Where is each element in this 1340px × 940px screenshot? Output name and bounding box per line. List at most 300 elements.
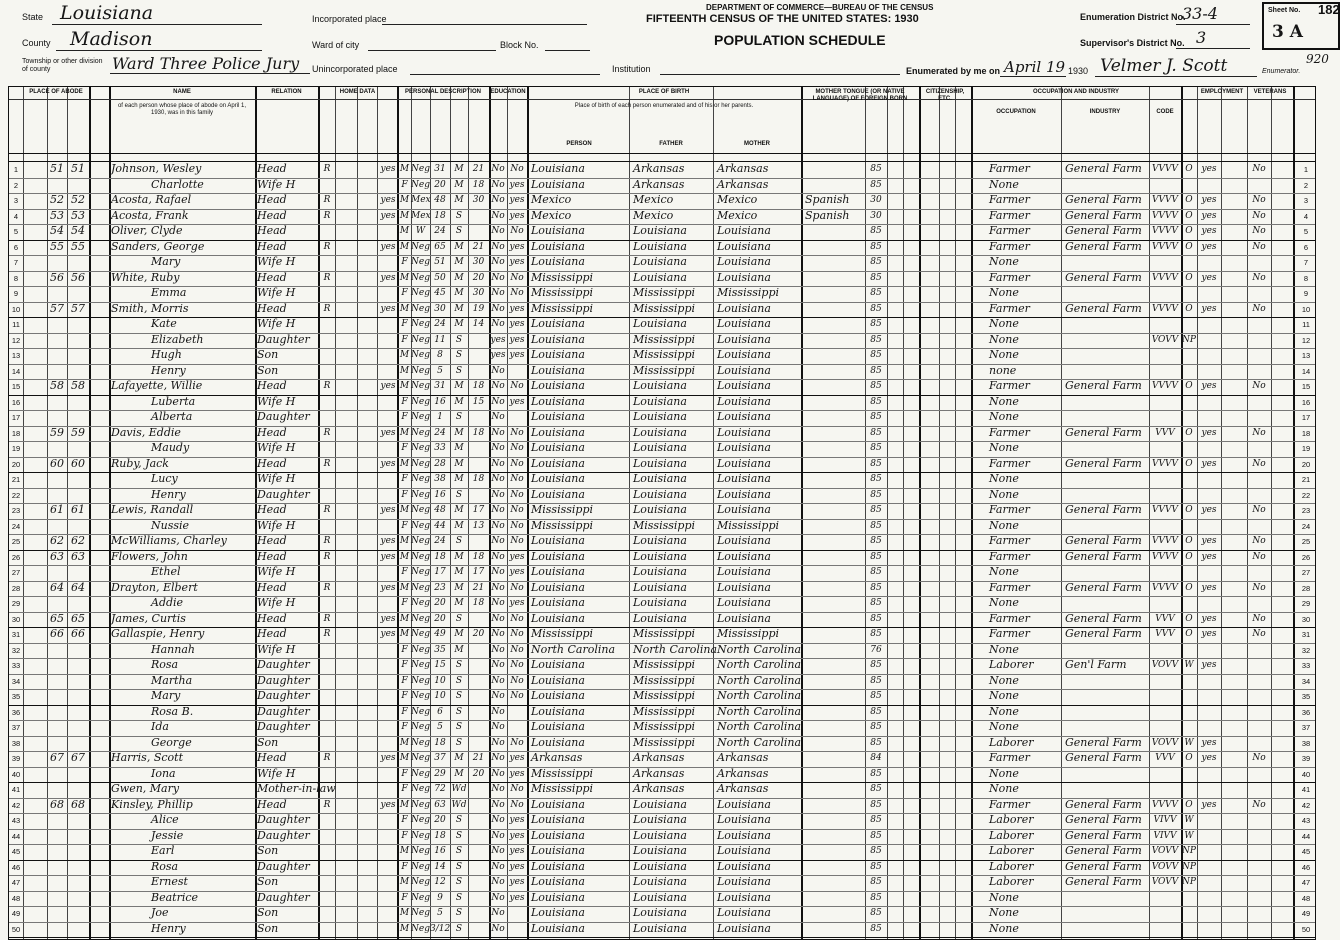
cell-occ: Farmer [989,224,1030,237]
cell-rel: Son [257,906,279,919]
cell-sex: M [399,551,410,562]
cell-code: 85 [870,319,882,329]
cell-mar: M [454,381,464,391]
cell-mar: S [455,877,463,887]
cell-fam: 61 [71,503,85,516]
cell-fbp: Arkansas [633,177,685,191]
cell-race: Neg [411,861,430,872]
cell-occ: None [989,472,1019,485]
cell-mbp: Arkansas [717,751,769,764]
cell-read: yes [509,846,525,856]
cell-ind: General Farm [1065,162,1142,175]
cell-name: Addie [151,596,184,609]
cell-race: Neg [411,846,430,856]
cell-tenure: R [323,582,331,593]
row-number-right: 21 [1301,475,1311,484]
enumerator-label: Enumerator. [1262,68,1301,75]
cell-vet: No [1252,536,1266,546]
cell-read: yes [509,210,525,221]
cell-bp: Louisiana [531,689,585,702]
row-number-right: 35 [1301,692,1311,701]
cell-cw: O [1185,241,1193,252]
hdr-ind-sub: INDUSTRY [1089,109,1121,115]
cell-code: 85 [870,737,882,748]
cell-am: 18 [472,551,485,562]
enum-district-value: 33-4 [1182,4,1218,23]
year: 1930 [1068,66,1089,76]
cell-age: 10 [434,691,446,701]
row-number-right: 29 [1301,599,1311,608]
cell-rel: Head [257,611,287,625]
cell-sch: No [491,567,505,577]
cell-mar: M [454,257,464,267]
cell-mar: M [454,474,464,484]
cell-code: 84 [870,753,882,763]
cell-code: 85 [870,179,882,190]
cell-occ: Farmer [989,503,1030,516]
cell-race: Neg [411,567,430,577]
row-number-right: 45 [1301,847,1311,856]
cell-mbp: Louisiana [717,301,771,315]
cell-mbp: Louisiana [717,875,771,888]
cell-mbp: North Carolina [717,689,802,702]
cell-sex: M [399,350,410,360]
cell-rel: Head [257,627,287,640]
row-number: 7 [13,258,19,267]
cell-occ: Farmer [989,270,1030,284]
cell-bp: Louisiana [531,394,585,408]
cell-race: Neg [411,629,430,639]
row-number-right: 12 [1301,335,1311,345]
cell-code: 85 [870,334,882,345]
cell-fam: 59 [71,425,85,439]
hdr-occupation: OCCUPATION AND INDUSTRY [1033,89,1119,95]
cell-fbp: Arkansas [633,751,685,764]
cell-rel: Son [257,348,279,361]
cell-name: Henry [151,487,186,501]
cell-sex: M [399,799,410,810]
cell-fbp: Louisiana [633,456,687,470]
row-number: 42 [11,800,21,810]
row-number-right: 30 [1301,614,1311,624]
cell-mar: S [455,660,463,670]
cell-race: Neg [411,458,430,469]
cell-age: 5 [437,908,443,918]
cell-mbp: Mississippi [717,286,779,299]
cell-code: 85 [870,427,882,438]
cell-sch: No [491,551,505,562]
cell-bp: Louisiana [531,224,585,237]
cell-race: Neg [411,427,430,438]
cell-read: No [510,520,524,531]
cell-name: Rosa [151,859,179,873]
cell-mbp: Louisiana [717,596,771,609]
cell-oc: VOVV [1151,660,1179,670]
cell-race: Neg [411,257,430,267]
row-number: 29 [11,599,21,608]
cell-sex: F [401,861,408,872]
cell-race: Neg [411,675,430,686]
cell-age: 45 [434,288,446,298]
cell-fbp: Louisiana [633,859,687,873]
cell-sex: M [399,272,410,283]
cell-fbp: Louisiana [633,797,687,811]
cell-mbp: Louisiana [717,580,771,594]
cell-read: yes [509,753,525,763]
cell-farm: yes [380,303,396,314]
cell-sex: F [401,830,408,841]
township-value: Ward Three Police Jury [112,54,300,73]
cell-oc: VVVV [1152,164,1178,174]
cell-am: 20 [472,272,485,283]
cell-tenure: R [323,272,331,283]
cell-occ: Farmer [989,162,1030,175]
cell-race: Neg [411,474,430,484]
cell-sex: F [401,567,408,577]
cell-rel: Head [257,162,287,175]
cell-bp: Louisiana [531,565,585,578]
cell-am: 15 [472,396,485,407]
cell-mar: M [454,396,464,407]
cell-rel: Head [257,797,287,811]
cell-sch: No [491,691,505,701]
cell-mar: M [454,582,464,593]
cell-fbp: Louisiana [633,565,687,578]
cell-mar: S [455,675,463,686]
cell-code: 76 [870,644,882,655]
cell-farm: yes [380,505,396,515]
row-number-right: 9 [1303,289,1309,298]
cell-code: 85 [870,784,882,794]
cell-read: No [510,660,524,670]
cell-cw: NP [1182,877,1196,887]
cell-mar: M [454,319,464,329]
cell-age: 48 [434,195,446,205]
row-number-right: 42 [1301,800,1311,810]
cell-bp: Louisiana [531,363,585,377]
cell-read: yes [509,892,525,903]
cell-sex: M [399,753,410,763]
cell-age: 10 [434,675,446,686]
cell-bp: Louisiana [531,348,585,361]
cell-oc: VVVV [1152,799,1178,810]
cell-mar: S [455,210,463,221]
cell-tenure: R [323,551,331,562]
cell-race: Neg [411,334,430,345]
cell-ind: General Farm [1065,875,1142,888]
cell-mbp: Louisiana [717,317,771,330]
cell-am: 21 [472,582,485,593]
cell-sch: No [491,536,505,546]
cell-rel: Wife H [257,177,296,191]
cell-occ: Farmer [989,239,1030,253]
cell-rel: Wife H [257,394,296,408]
cell-name: Elizabeth [151,332,204,346]
cell-mbp: Louisiana [717,797,771,811]
cell-mar: Wd [451,799,467,810]
cell-name: Smith, Morris [111,301,189,315]
cell-sch: No [491,412,505,422]
cell-occ: Laborer [989,828,1034,842]
cell-sex: M [399,241,410,252]
cell-cw: NP [1182,861,1196,872]
cell-name: Beatrice [151,890,199,904]
cell-am: 18 [472,381,485,391]
cell-sex: M [399,536,410,546]
cell-vet: No [1252,272,1266,283]
hdr-home: HOME DATA [339,89,376,95]
cell-sex: M [399,195,410,205]
cell-rel: Wife H [257,642,296,656]
cell-age: 11 [434,334,446,345]
cell-sex: F [401,179,408,190]
cell-mar: S [455,226,463,236]
cell-bp: Mississippi [531,301,593,315]
cell-fbp: Louisiana [633,813,687,826]
cell-occ: None [989,410,1019,423]
cell-code: 85 [870,629,882,639]
cell-dw: 60 [50,456,64,470]
cell-rel: Daughter [257,890,310,904]
cell-rel: Head [257,239,287,253]
cell-race: Neg [411,536,430,546]
cell-race: Neg [411,505,430,515]
cell-farm: yes [380,458,396,469]
cell-mbp: Arkansas [717,177,769,191]
cell-sex: F [401,489,408,500]
cell-fam: 64 [71,580,85,594]
cell-bp: Louisiana [531,658,585,671]
cell-mbp: Louisiana [717,487,771,501]
cell-fbp: Mexico [633,193,674,206]
cell-rel: Daughter [257,828,310,842]
cell-dw: 66 [50,627,64,640]
cell-mbp: Arkansas [717,162,769,175]
cell-ind: General Farm [1065,456,1142,470]
cell-farm: yes [380,195,396,205]
cell-code: 85 [870,412,882,422]
cell-race: Neg [411,768,430,779]
cell-age: 20 [434,613,446,624]
cell-age: 30 [434,303,446,314]
stamp-number: 182 [1318,2,1340,17]
cell-am: 30 [472,257,485,267]
cell-occ: None [989,394,1019,408]
cell-rel: Head [257,751,287,764]
row-number-right: 33 [1301,661,1311,670]
cell-race: Neg [411,908,430,918]
cell-code: 85 [870,474,882,484]
ward-label: Ward of city [312,40,360,50]
cell-mbp: Louisiana [717,255,771,268]
cell-race: Neg [411,350,430,360]
cell-dw: 52 [50,193,64,206]
cell-mbp: Louisiana [717,472,771,485]
cell-rel: Daughter [257,720,310,733]
cell-mar: S [455,861,463,872]
cell-tenure: R [323,427,331,438]
cell-sex: F [401,706,408,717]
cell-bp: Arkansas [531,751,583,764]
cell-mbp: North Carolina [717,642,802,656]
cell-farm: yes [380,629,396,639]
cell-am: 21 [472,164,485,174]
cell-fbp: Mississippi [633,735,695,749]
cell-tenure: R [323,241,331,252]
cell-fbp: Louisiana [633,828,687,842]
cell-code: 85 [870,846,882,856]
cell-dw: 68 [50,797,64,811]
cell-ind: General Farm [1065,208,1142,222]
cell-am: 18 [472,598,485,608]
cell-race: Neg [411,830,430,841]
hdr-veterans: VETERANS [1253,89,1287,95]
cell-fam: 62 [71,534,85,547]
supervisor-value: 3 [1196,28,1207,47]
cell-mbp: Louisiana [717,890,771,904]
cell-occ: Farmer [989,379,1030,392]
cell-oc: VVVV [1152,195,1178,205]
cell-occ: None [989,565,1019,578]
cell-rel: Head [257,456,287,470]
cell-read: No [510,489,524,500]
row-number: 22 [11,490,21,500]
cell-occ: Farmer [989,425,1030,439]
row-number: 20 [11,459,21,469]
cell-dw: 61 [50,503,64,516]
row-number-right: 14 [1301,366,1311,376]
cell-name: Luberta [151,394,196,408]
cell-bp: Louisiana [531,332,585,346]
row-number-right: 2 [1303,180,1309,190]
hdr-personal: PERSONAL DESCRIPTION [405,89,481,95]
cell-read: No [510,226,524,236]
county-value: Madison [70,28,153,50]
cell-name: Joe [151,906,169,919]
cell-read: No [510,443,524,453]
cell-mar: M [454,164,464,174]
row-number: 34 [11,676,21,686]
cell-ind: General Farm [1065,534,1142,547]
cell-farm: yes [380,613,396,624]
cell-race: Neg [411,319,430,329]
cell-bp: Louisiana [531,472,585,485]
cell-age: 31 [434,164,446,174]
cell-mbp: Louisiana [717,844,771,857]
cell-occ: Laborer [989,813,1034,826]
row-number: 21 [11,475,21,484]
cell-emp: yes [1201,536,1217,546]
row-number-right: 28 [1301,583,1311,593]
cell-read: yes [509,195,525,205]
cell-farm: yes [380,536,396,546]
cell-sex: M [399,908,410,918]
cell-oc: VVV [1155,613,1175,624]
cell-sch: No [491,799,505,810]
cell-age: 72 [434,784,446,794]
cell-emp: yes [1201,195,1217,205]
cell-sex: M [399,365,410,376]
cell-read: No [510,629,524,639]
cell-tenure: R [323,799,331,810]
cell-read: yes [509,877,525,887]
cell-name: James, Curtis [111,611,186,625]
cell-dw: 67 [50,751,64,764]
cell-read: No [510,458,524,469]
cell-bp: Louisiana [531,441,585,454]
cell-mbp: Louisiana [717,611,771,625]
cell-sch: No [491,195,505,205]
cell-mar: S [455,706,463,717]
row-number: 49 [11,909,21,918]
cell-name: Johnson, Wesley [111,162,202,175]
cell-race: W [415,226,426,236]
cell-sch: No [491,846,505,856]
cell-bp: Mississippi [531,782,593,795]
cell-name: Hannah [151,642,195,656]
cell-sch: No [491,861,505,872]
cell-bp: Louisiana [531,813,585,826]
cell-emp: yes [1201,226,1217,236]
cell-mbp: Louisiana [717,332,771,346]
hdr-name-desc: of each person whose place of abode on April 1, 1930, was in this family [117,103,247,116]
cell-name: Harris, Scott [111,751,183,764]
cell-cw: O [1185,164,1193,174]
cell-sch: No [491,164,505,174]
cell-code: 85 [870,396,882,407]
row-number: 1 [13,165,19,174]
cell-bp: Mexico [531,193,572,206]
cell-lang: Spanish [805,208,850,222]
hdr-occ-sub: OCCUPATION [996,109,1036,115]
enum-district-label: Enumeration District No. [1080,12,1186,22]
cell-tenure: R [323,381,331,391]
cell-vet: No [1252,629,1266,639]
cell-rel: Wife H [257,255,296,268]
cell-cw: NP [1182,334,1196,345]
row-number: 15 [11,382,21,391]
cell-rel: Daughter [257,859,310,873]
cell-ind: Gen'l Farm [1065,658,1127,671]
cell-emp: yes [1201,303,1217,314]
cell-code: 30 [870,195,882,205]
cell-age: 18 [434,210,446,221]
cell-age: 50 [434,272,446,283]
cell-name: Drayton, Elbert [111,580,198,594]
cell-code: 85 [870,582,882,593]
cell-fbp: Louisiana [633,534,687,547]
cell-mbp: Louisiana [717,565,771,578]
township-label: Township or other division of county [22,58,103,73]
cell-mbp: Arkansas [717,766,769,780]
cell-mar: S [455,923,463,934]
cell-mbp: Louisiana [717,534,771,547]
cell-rel: Daughter [257,487,310,501]
cell-ind: General Farm [1065,611,1142,625]
cell-rel: Daughter [257,689,310,702]
row-number-right: 20 [1301,459,1311,469]
cell-race: Neg [411,520,430,531]
cell-code: 85 [870,365,882,376]
cell-oc: VOVV [1151,877,1179,887]
cell-oc: VVVV [1152,226,1178,236]
cell-mbp: Louisiana [717,394,771,408]
row-number-right: 44 [1301,831,1311,841]
cell-am: 14 [472,319,485,329]
cell-read: No [510,737,524,748]
cell-code: 85 [870,164,882,174]
cell-age: 38 [434,474,446,484]
